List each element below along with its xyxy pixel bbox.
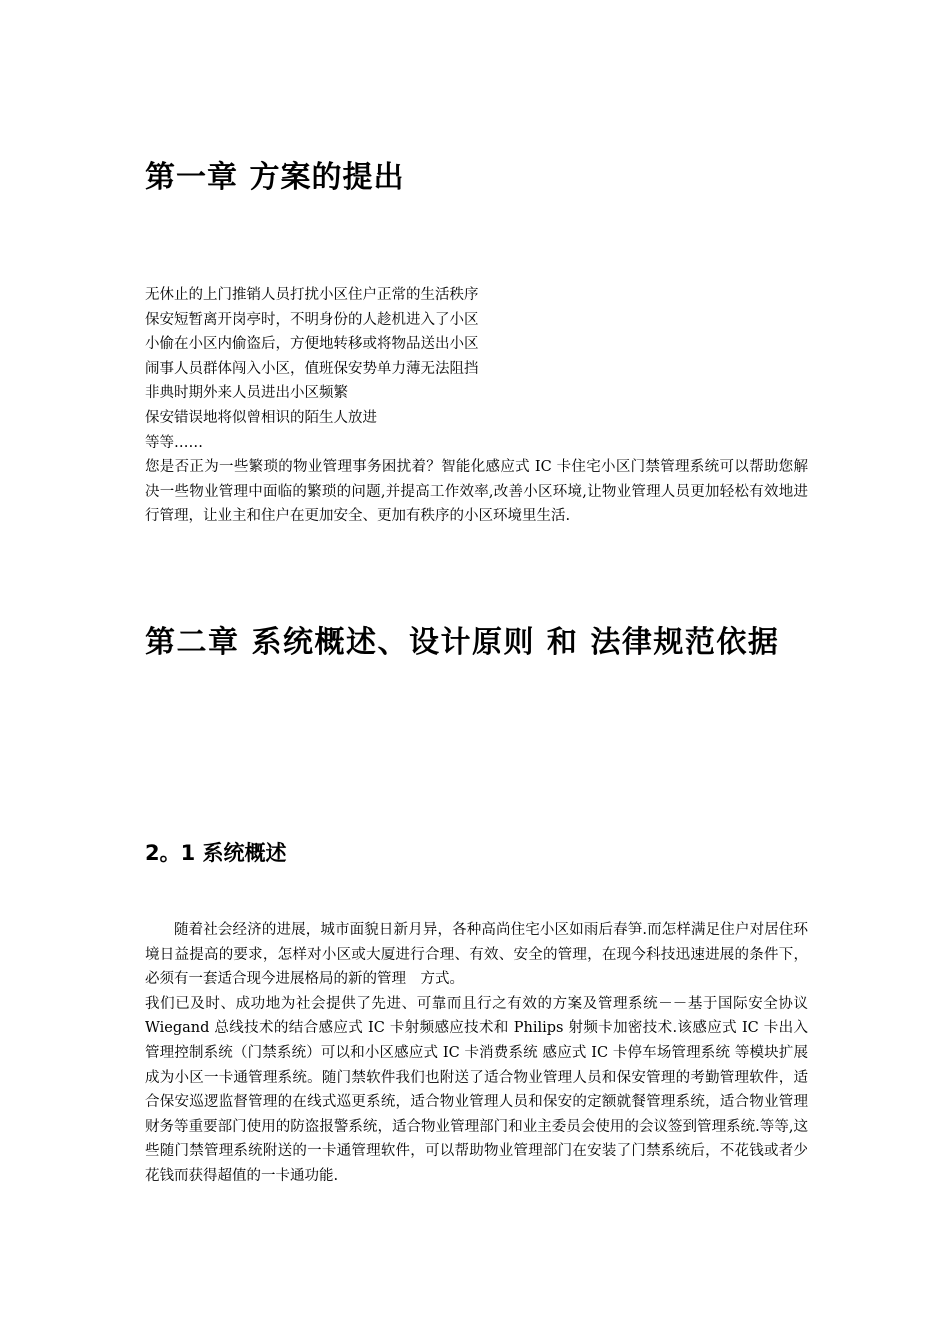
- chapter2-title-part1: 第二章 系统概述、设计原则: [145, 625, 535, 660]
- list-item: 保安短暂离开岗亭时，不明身份的人趁机进入了小区: [145, 311, 479, 328]
- list-item: 等等……: [145, 434, 203, 451]
- list-item: 非典时期外来人员进出小区频繁: [145, 385, 348, 402]
- chapter2-title-part3: 法律规范依据: [590, 625, 780, 660]
- list-item: 无休止的上门推销人员打扰小区住户正常的生活秩序: [145, 287, 479, 303]
- chapter2-title-part2: 和: [546, 625, 579, 660]
- section-body: [145, 918, 808, 1189]
- list-item: 小偷在小区内偷盗后，方便地转移或将物品送出小区: [145, 336, 479, 353]
- section-title: 2。1 系统概述: [145, 841, 287, 865]
- list-item: 保安错误地将似曾相识的陌生人放进: [145, 409, 377, 426]
- chapter1-title: 第一章 方案的提出: [145, 160, 405, 195]
- chapter2-title: [145, 585, 808, 701]
- list-item: 闹事人员群体闯入小区，值班保安势单力薄无法阻挡: [145, 360, 479, 377]
- chapter1-intro-paragraph: 您是否正为一些繁琐的物业管理事务困扰着？智能化感应式 IC 卡住宅小区门禁管理系统可以帮助您解决一些物业管理中面临的繁琐的问题,并提高工作效率,改善小区环境,让物业管理人员更加轻松有效地进行管理，让业主和住户在更加安全、更加有秩序的小区环境里生活.: [145, 459, 808, 525]
- section-paragraph-1: 随着社会经济的进展，城市面貌日新月异，各种高尚住宅小区如雨后春笋.而怎样满足住户对居住环境日益提高的要求，怎样对小区或大厦进行合理、有效、安全的管理，在现今科技迅速进展的条件下，必须有一套适合现今进展格局的新的管理 方式。: [145, 922, 808, 988]
- problem-list: [145, 283, 808, 455]
- section-paragraph-2: 我们已及时、成功地为社会提供了先进、可靠而且行之有效的方案及管理系统－－基于国际安全协议 Wiegand 总线技术的结合感应式 IC 卡射频感应技术和 Philips 射频卡加密技术.该感应式 IC 卡出入管理控制系统（门禁系统）可以和小区感应式 IC 卡消费系统 感应式 IC 卡停车场管理系统 等模块扩展成为小区一卡通管理系统。随门禁软件我们也附送了适合物业管理人员和保安管理的考勤管理软件，适合保安巡逻监督管理的在线式巡更系统，适合物业管理人员和保安的定额就餐管理系统，适合物业管理财务等重要部门使用的防盗报警系统，适合物业管理部门和业主委员会使用的会议签到管理系统.等等,这些随门禁管理系统附送的一卡通管理软件，可以帮助物业管理部门在安装了门禁系统后，不花钱或者少花钱而获得超值的一卡通功能.: [145, 995, 808, 1184]
